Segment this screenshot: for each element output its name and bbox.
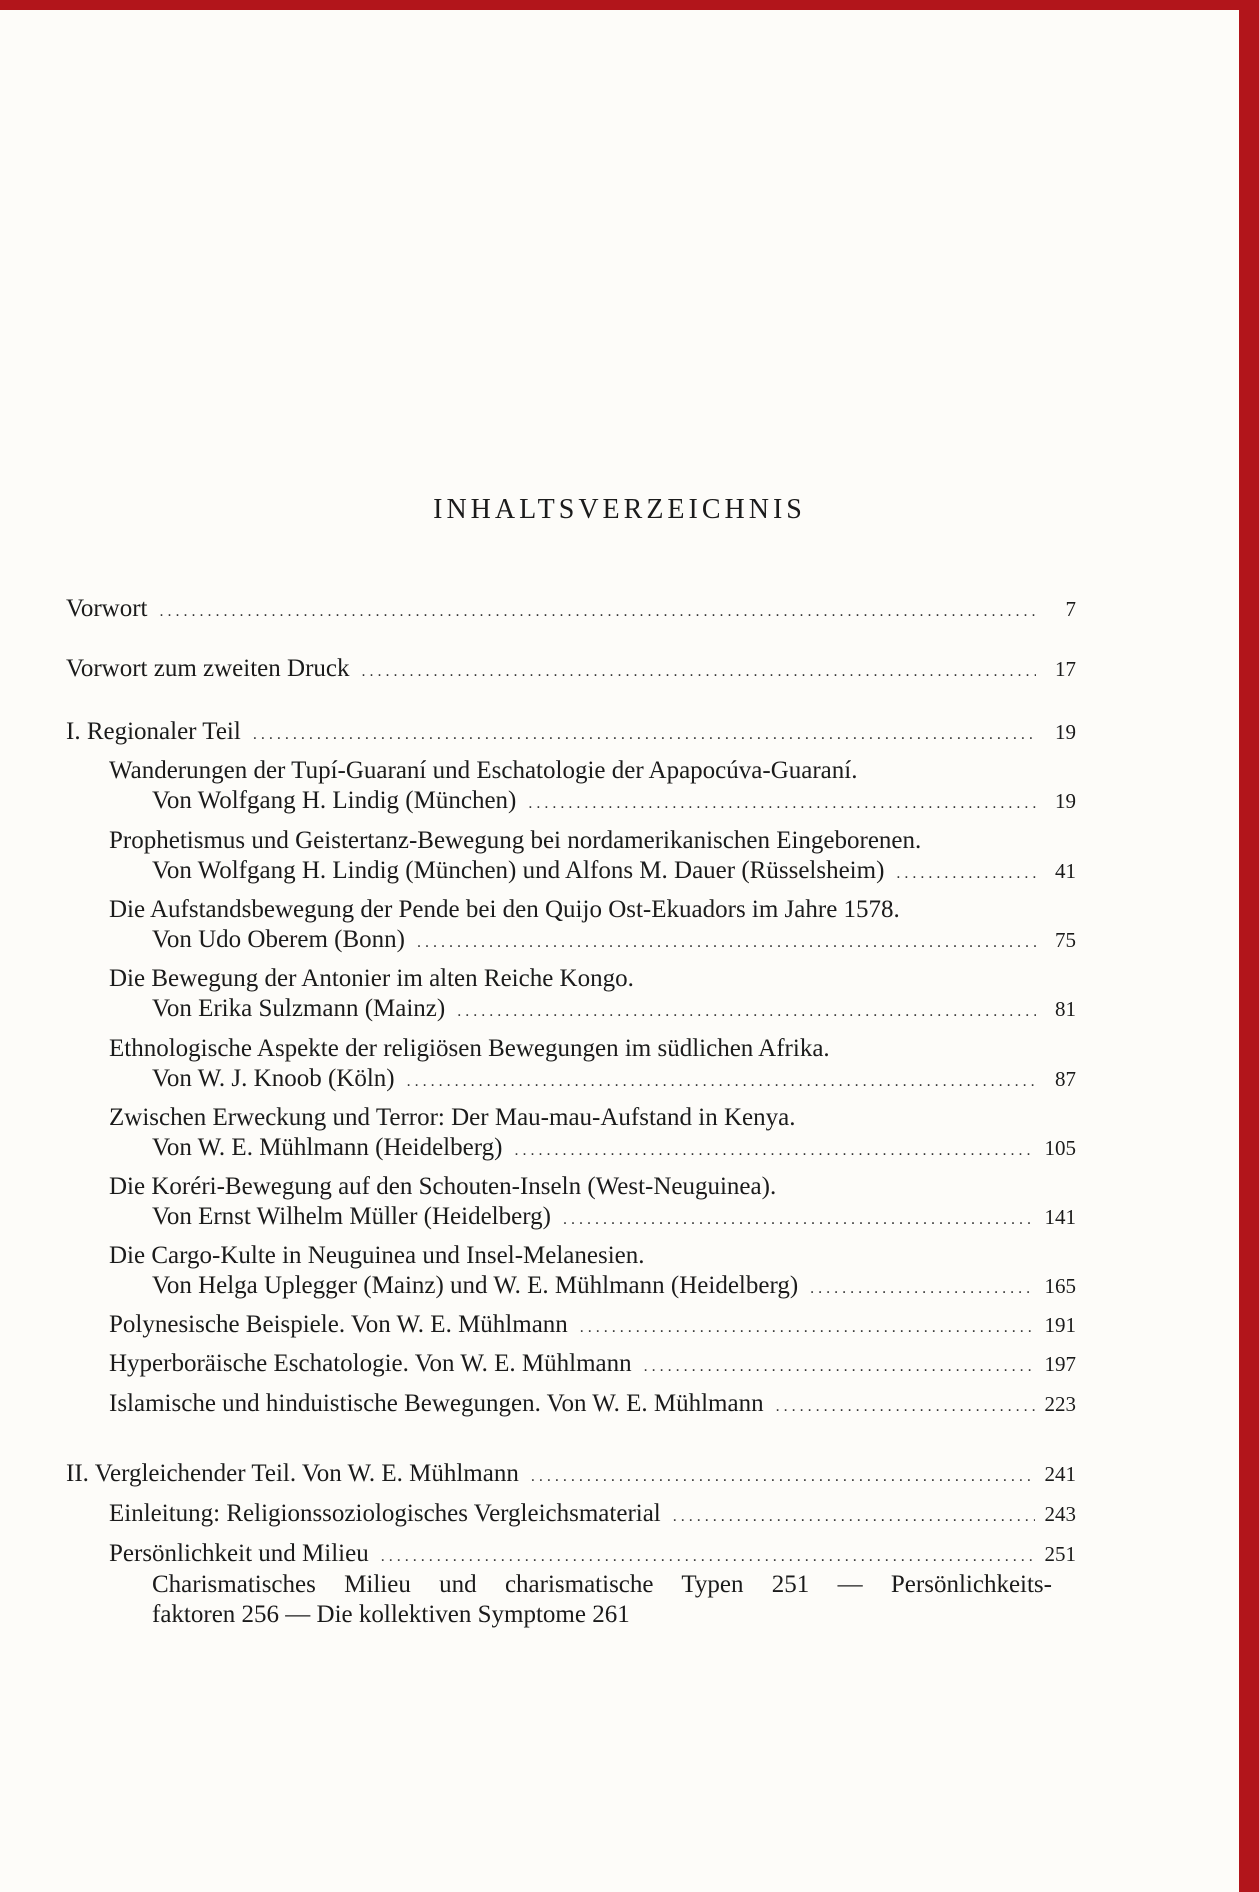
entry-title: Vorwort zum zweiten Druck <box>66 655 350 682</box>
toc-entry-byline[interactable] <box>152 1064 1076 1097</box>
toc-part-2[interactable] <box>66 1459 1076 1492</box>
leader-dots <box>417 928 1036 958</box>
page-number: 197 <box>1044 1352 1076 1376</box>
toc-entry-title[interactable]: Die Bewegung der Antonier im alten Reiche Kongo. <box>109 965 634 992</box>
toc-entry-title[interactable]: Zwischen Erweckung und Terror: Der Mau-mau-Aufstand in Kenya. <box>109 1104 796 1131</box>
page-number: 7 <box>1065 597 1076 621</box>
entry-byline: Von Ernst Wilhelm Müller (Heidelberg) <box>152 1203 551 1230</box>
leader-dots <box>644 1352 1035 1382</box>
entry-title: Persönlichkeit und Milieu <box>109 1540 369 1567</box>
toc-entry-byline[interactable] <box>152 994 1076 1027</box>
leader-dots <box>361 657 1036 687</box>
leader-dots <box>159 597 1036 627</box>
toc-entry[interactable] <box>109 1389 1076 1422</box>
leader-dots <box>407 1067 1036 1097</box>
entry-title: Einleitung: Religionssoziologisches Vergleichsmaterial <box>109 1500 661 1527</box>
toc-entry[interactable] <box>109 1310 1076 1343</box>
entry-title: Vorwort <box>66 595 148 622</box>
page-number: 141 <box>1044 1205 1076 1229</box>
leader-dots <box>810 1274 1034 1304</box>
toc-entry-byline[interactable] <box>152 1133 1076 1166</box>
toc-entry-byline[interactable] <box>152 1271 1076 1304</box>
leader-dots <box>253 720 1036 750</box>
page-number: 105 <box>1044 1136 1076 1160</box>
entry-byline: Von Wolfgang H. Lindig (München) <box>152 787 517 814</box>
scan-edge-top <box>0 0 1259 10</box>
scan-edge-right <box>1239 0 1259 1892</box>
entry-byline: Von W. E. Mühlmann (Heidelberg) <box>152 1134 503 1161</box>
toc-entry-title[interactable]: Wanderungen der Tupí-Guaraní und Eschatologie der Apapocúva-Guaraní. <box>109 757 858 784</box>
toc-entry-byline[interactable] <box>152 786 1076 819</box>
toc-subtopics-line: Charismatisches Milieu und charismatische Typen 251 — Persönlichkeits- <box>152 1571 1052 1598</box>
page-number: 41 <box>1055 859 1076 883</box>
toc-entry-title[interactable]: Ethnologische Aspekte der religiösen Bewegungen im südlichen Afrika. <box>109 1035 830 1062</box>
page-number: 191 <box>1044 1313 1076 1337</box>
toc-entry-vorwort[interactable] <box>66 594 1076 627</box>
entry-title: Hyperboräische Eschatologie. Von W. E. Mühlmann <box>109 1350 632 1377</box>
leader-dots <box>531 1462 1035 1492</box>
page-number: 243 <box>1044 1502 1076 1526</box>
leader-dots <box>896 859 1036 889</box>
entry-byline: Von Udo Oberem (Bonn) <box>152 926 405 953</box>
toc-entry-title[interactable]: Die Aufstandsbewegung der Pende bei den Quijo Ost-Ekuadors im Jahre 1578. <box>109 896 900 923</box>
page-number: 19 <box>1055 789 1076 813</box>
leader-dots <box>457 997 1036 1027</box>
toc-entry-title[interactable]: Die Koréri-Bewegung auf den Schouten-Inseln (West-Neuguinea). <box>109 1173 777 1200</box>
leader-dots <box>528 789 1036 819</box>
page-number: 165 <box>1044 1274 1076 1298</box>
toc-entry[interactable] <box>109 1499 1076 1532</box>
page-number: 87 <box>1055 1067 1076 1091</box>
page-number: 17 <box>1055 657 1076 681</box>
leader-dots <box>580 1313 1035 1343</box>
leader-dots <box>563 1205 1035 1235</box>
toc-entry-byline[interactable] <box>152 925 1076 958</box>
toc-entry-title[interactable]: Prophetismus und Geistertanz-Bewegung bei nordamerikanischen Eingeborenen. <box>109 827 922 854</box>
toc-entry-byline[interactable] <box>152 1202 1076 1235</box>
leader-dots <box>514 1136 1034 1166</box>
entry-byline: Von Erika Sulzmann (Mainz) <box>152 995 446 1022</box>
page-number: 81 <box>1055 997 1076 1021</box>
toc-heading: INHALTSVERZEICHNIS <box>433 494 806 525</box>
toc-entry-byline[interactable] <box>152 856 1076 889</box>
part-title: I. Regionaler Teil <box>66 718 241 745</box>
toc-entry-title[interactable]: Die Cargo-Kulte in Neuguinea und Insel-Melanesien. <box>109 1242 645 1269</box>
entry-title: Polynesische Beispiele. Von W. E. Mühlmann <box>109 1311 568 1338</box>
leader-dots <box>673 1502 1035 1532</box>
page-number: 251 <box>1044 1542 1076 1566</box>
toc-part-1[interactable] <box>66 717 1076 750</box>
toc-entry[interactable] <box>109 1539 1076 1572</box>
book-page <box>0 10 1239 1892</box>
entry-title: Islamische und hinduistische Bewegungen. Von W. E. Mühlmann <box>109 1390 764 1417</box>
page-number: 241 <box>1044 1462 1076 1486</box>
toc-subtopics-line: faktoren 256 — Die kollektiven Symptome 261 <box>152 1601 630 1628</box>
page-number: 75 <box>1055 928 1076 952</box>
page-number: 19 <box>1055 720 1076 744</box>
toc-entry-vorwort-zweiter-druck[interactable] <box>66 654 1076 687</box>
toc-entry[interactable] <box>109 1349 1076 1382</box>
entry-byline: Von Helga Uplegger (Mainz) und W. E. Mühlmann (Heidelberg) <box>152 1272 799 1299</box>
entry-byline: Von W. J. Knoob (Köln) <box>152 1065 395 1092</box>
leader-dots <box>776 1392 1035 1422</box>
leader-dots <box>381 1542 1035 1572</box>
part-title: II. Vergleichender Teil. Von W. E. Mühlmann <box>66 1460 519 1487</box>
entry-byline: Von Wolfgang H. Lindig (München) und Alfons M. Dauer (Rüsselsheim) <box>152 857 885 884</box>
page-number: 223 <box>1044 1392 1076 1416</box>
